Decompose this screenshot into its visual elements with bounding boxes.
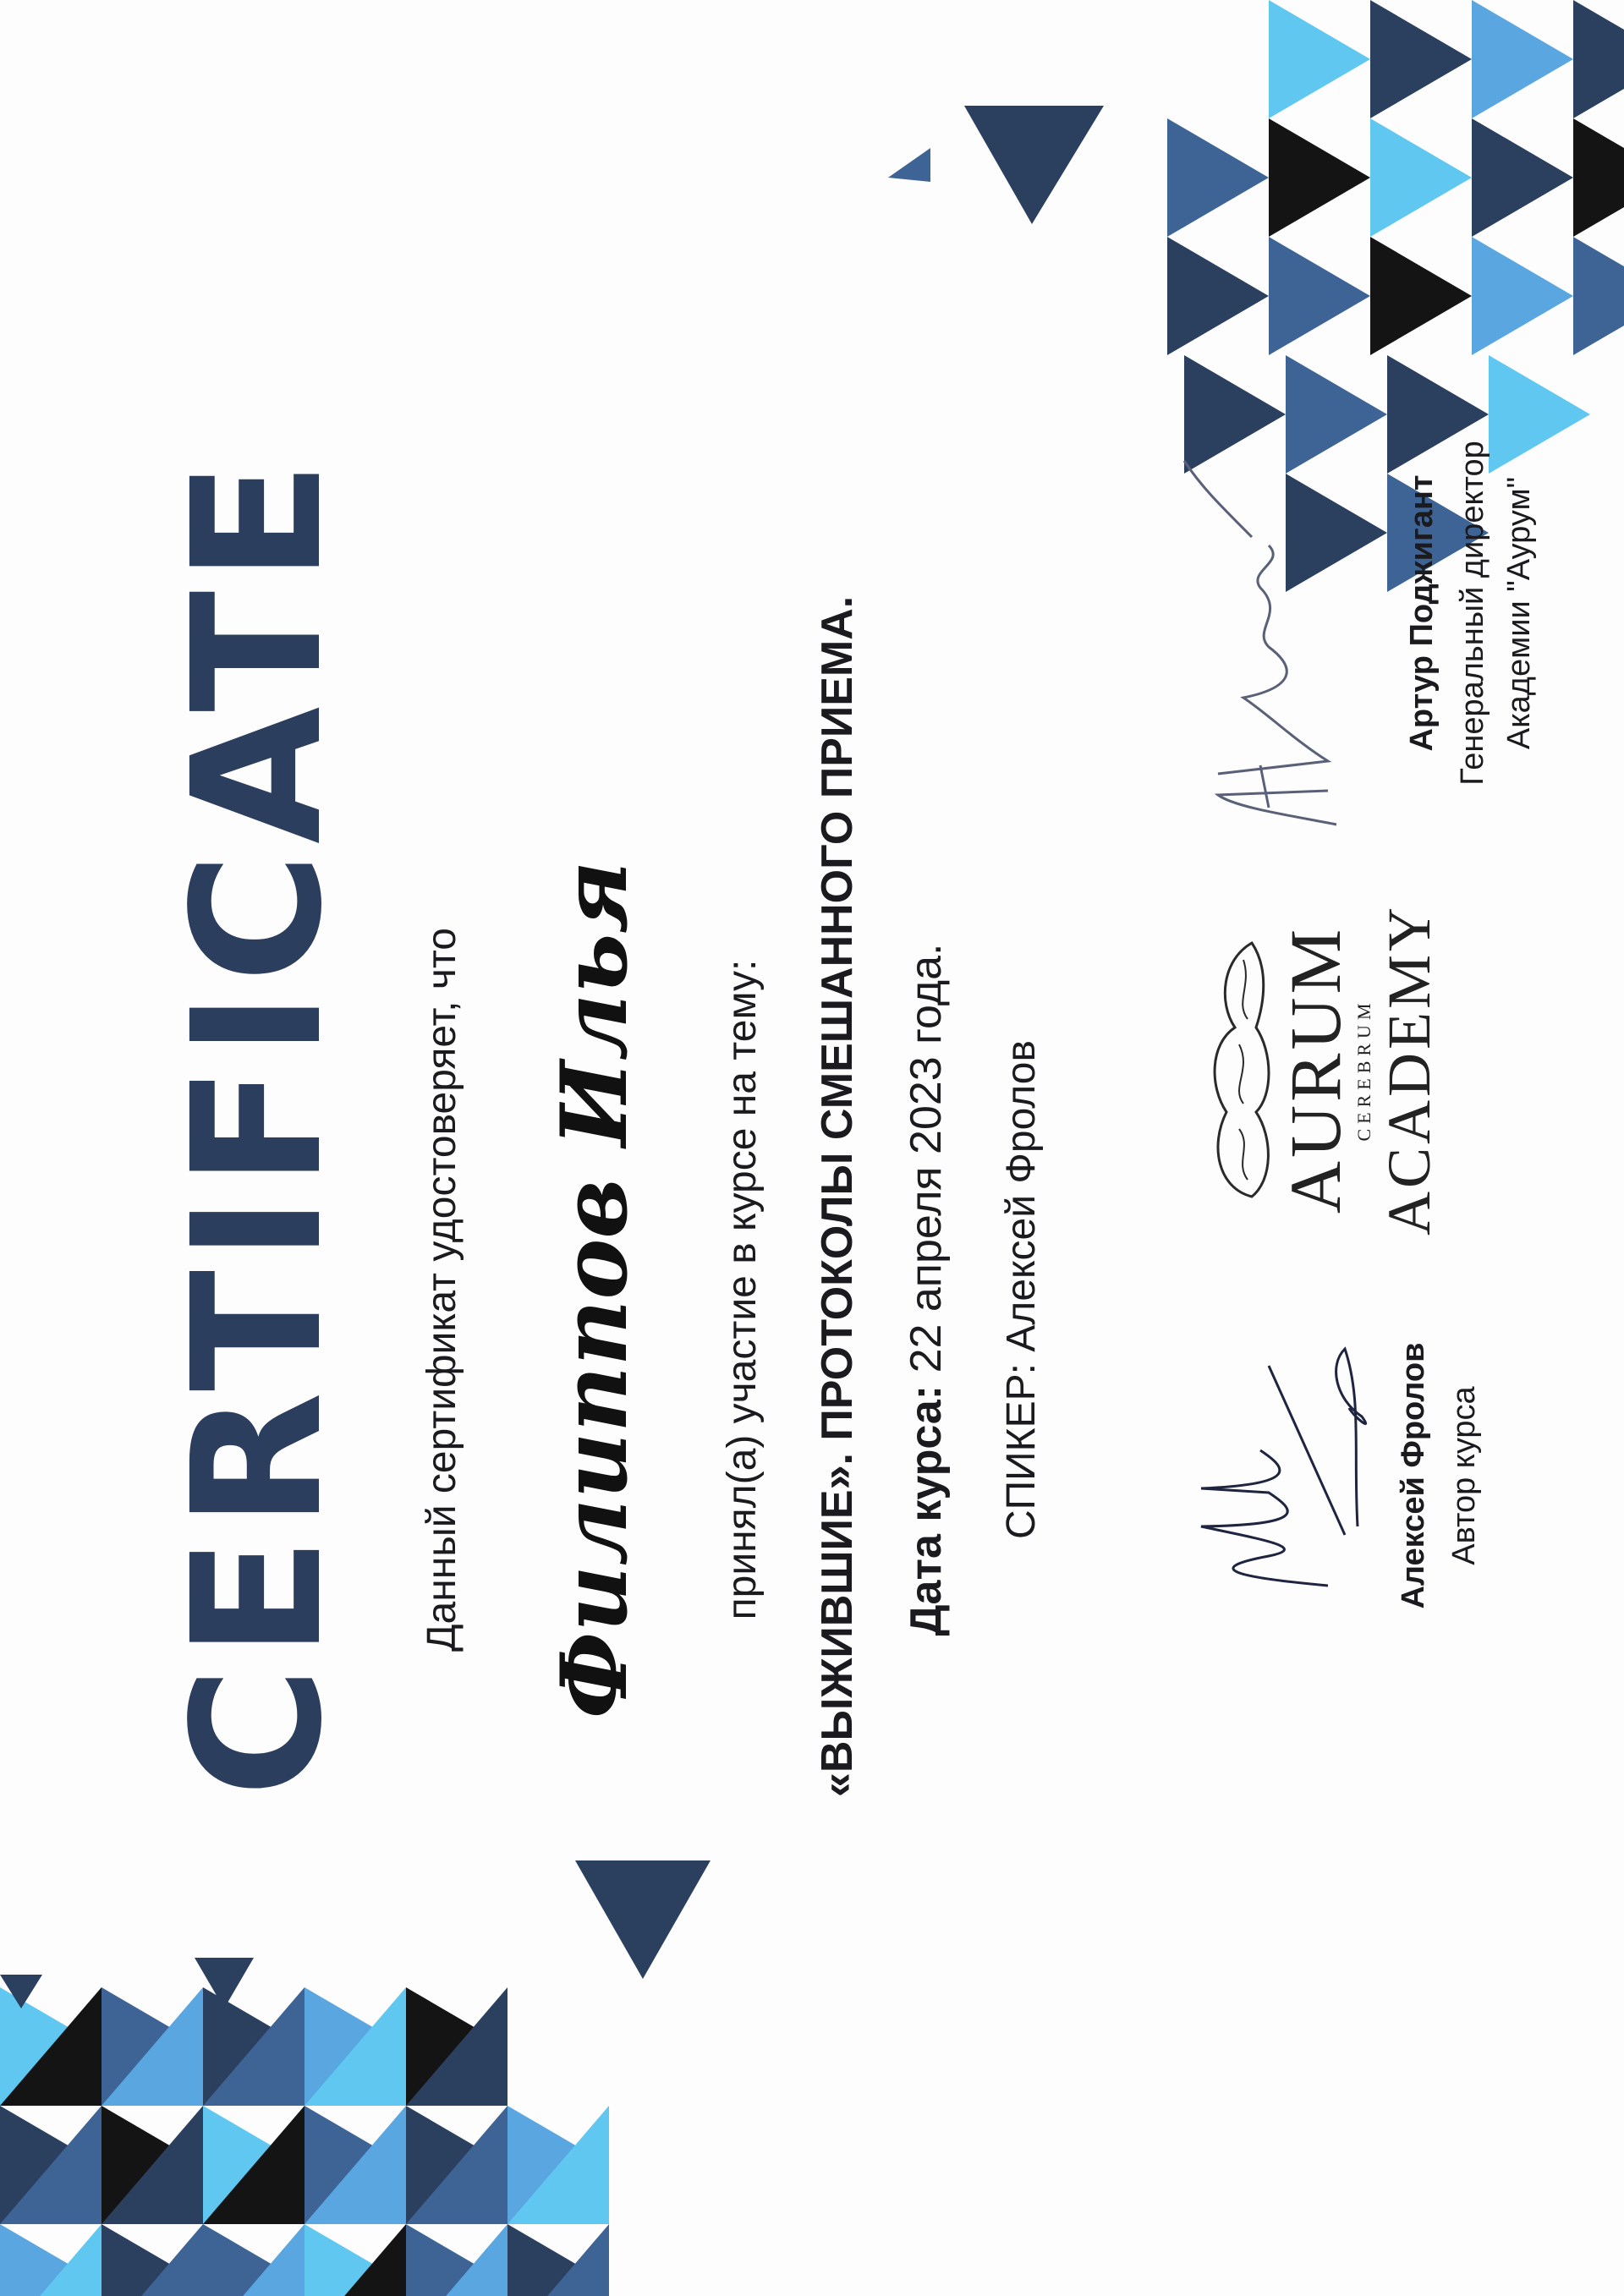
course-date-line — [901, 782, 952, 1797]
date-value: 22 апреля 2023 года. — [902, 943, 951, 1373]
director-role-line1: Генеральный директор — [1455, 441, 1490, 786]
author-name: Алексей Фролов — [1396, 1342, 1431, 1609]
participation-text: принял(а) участие в курсе на тему: — [720, 959, 765, 1620]
date-label: Дата курса: — [902, 1384, 951, 1636]
director-role-line2: Академии "Аурум" — [1501, 476, 1537, 750]
author-role: Автор курса — [1446, 1386, 1482, 1565]
speaker-line — [998, 782, 1045, 1797]
author-signature — [1167, 1332, 1370, 1619]
logo-academy: ACADEMY — [1375, 904, 1443, 1236]
intro-text: Данный сертификат удостоверяет, что — [420, 928, 464, 1652]
brain-logo-icon — [1201, 926, 1277, 1214]
logo-cerebrum: CEREBRUM — [1353, 998, 1374, 1142]
director-signature — [1167, 452, 1370, 841]
speaker-value: Алексей Фролов — [999, 1040, 1044, 1352]
director-name: Артур Поджигант — [1404, 474, 1440, 752]
speaker-label: СПИКЕР: — [999, 1363, 1044, 1539]
course-topic: «ВЫЖИВШИЕ». ПРОТОКОЛЫ СМЕШАННОГО ПРИЕМА. — [813, 595, 862, 1797]
certificate-title: CERTIFICATE — [154, 452, 361, 1797]
recipient-name: Филиппов Илья — [541, 860, 648, 1719]
logo-aurum: AURUM — [1275, 925, 1356, 1214]
